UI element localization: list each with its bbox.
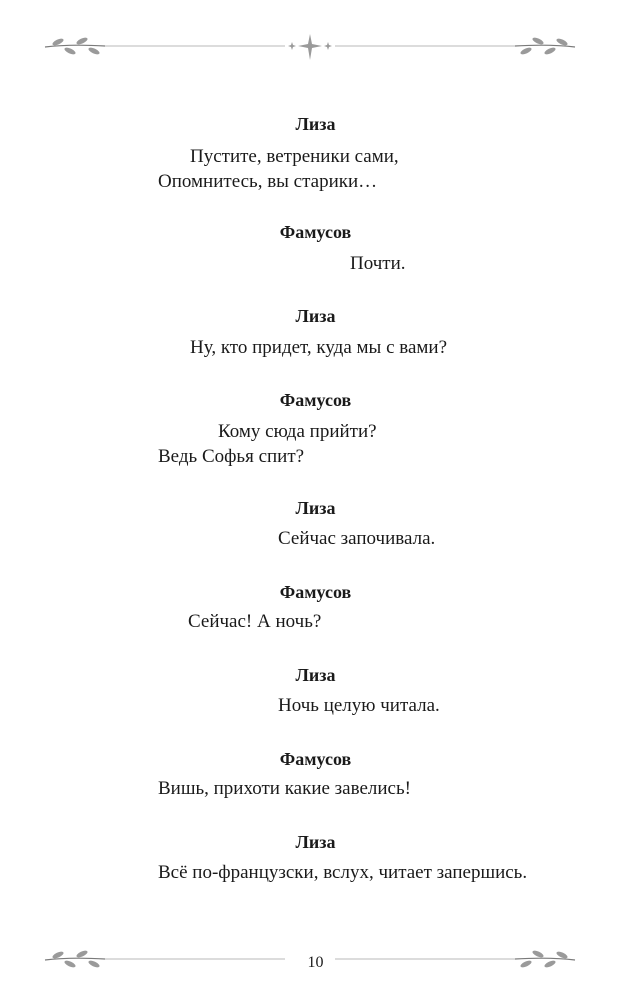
speaker-name: Лиза — [295, 306, 336, 326]
speaker-name: Фамусов — [279, 749, 352, 769]
speaker-name: Лиза — [295, 665, 336, 685]
speaker-name: Лиза — [295, 498, 336, 518]
speaker-name: Фамусов — [279, 582, 352, 602]
dialogue-line: Ну, кто придет, куда мы с вами? — [190, 337, 448, 358]
dialogue-line: Вишь, прихоти какие завелись! — [158, 778, 411, 799]
page-number: 10 — [307, 954, 324, 971]
dialogue-line: Пустите, ветреники сами, — [190, 146, 399, 167]
dialogue-line: Ночь целую читала. — [278, 695, 440, 716]
dialogue-line: Ведь Софья спит? — [158, 446, 305, 467]
leaf-vine-icon — [515, 36, 575, 56]
dialogue-line: Всё по-французски, вслух, читает запершись. — [158, 862, 528, 883]
sparkle-star-icon — [288, 34, 332, 60]
dialogue-line: Почти. — [350, 253, 406, 274]
dialogue-line: Опомнитесь, вы старики… — [158, 171, 378, 192]
speaker-name: Фамусов — [279, 390, 352, 410]
top-ornament — [40, 32, 580, 62]
dialogue-line: Кому сюда прийти? — [218, 421, 377, 442]
leaf-vine-icon — [45, 36, 105, 56]
speaker-name: Лиза — [295, 832, 336, 852]
speaker-name: Фамусов — [279, 222, 352, 242]
speaker-name: Лиза — [295, 114, 336, 134]
dialogue-line: Сейчас! А ночь? — [188, 611, 322, 632]
dialogue-line: Сейчас започивала. — [278, 528, 436, 549]
